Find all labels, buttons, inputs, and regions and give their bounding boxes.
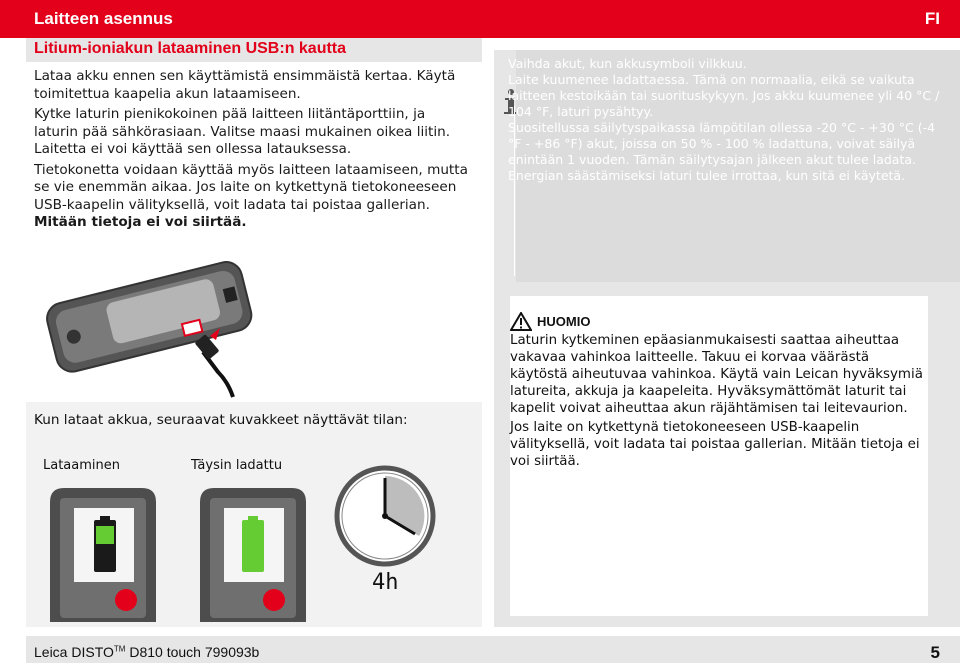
product-model: D810 touch 799093b bbox=[125, 644, 260, 660]
section-title: Litium-ioniakun lataaminen USB:n kautta bbox=[34, 40, 347, 57]
warning-content bbox=[510, 296, 928, 616]
language-code: FI bbox=[924, 9, 940, 28]
info-box bbox=[494, 50, 960, 282]
status-intro-text: Kun lataat akkua, seuraavat kuvakkeet näyttävät tilan: bbox=[34, 412, 408, 428]
warning-heading bbox=[510, 312, 590, 331]
section-title-bar bbox=[26, 38, 482, 62]
info-line: Energian säästämiseksi laturi tulee irrottaa, kun sitä ei käytetä. bbox=[508, 168, 906, 183]
paragraph bbox=[34, 162, 472, 232]
page-number: 5 bbox=[930, 643, 940, 662]
fully-charged-label: Täysin ladattu bbox=[191, 458, 283, 473]
footer-bar bbox=[26, 636, 960, 663]
instructions-text bbox=[34, 68, 472, 235]
clock-icon bbox=[333, 464, 437, 572]
product-name bbox=[34, 644, 259, 660]
info-line: Laite kuumenee ladattaessa. Tämä on normaalia, eikä se vaikuta laitteen kestoikään tai suorituskykyyn. Jos akku kuumenee yli 40 °C / 104 °F, laturi pysähtyy. bbox=[508, 72, 940, 119]
device-fully-charged-illustration bbox=[190, 482, 316, 626]
paragraph-text: Tietokonetta voidaan käyttää myös laitteen lataamiseen, mutta se vie enemmän aikaa. Jos laite on kytkettynä tietokoneeseen USB-kaapelin välityksellä, voit ladata tai poistaa gallerian. bbox=[34, 161, 468, 213]
header-bar bbox=[0, 0, 960, 38]
product-brand: Leica DISTO bbox=[34, 644, 114, 660]
charging-status-panel bbox=[26, 402, 482, 627]
warning-box bbox=[494, 282, 960, 627]
info-text bbox=[508, 56, 948, 184]
info-line: Vaihda akut, kun akkusymboli vilkkuu. bbox=[508, 56, 747, 71]
info-line: Suositellussa säilytyspaikassa lämpötilan ollessa -20 °C - +30 °C (-4 °F - +86 °F) akut, joissa on 50 % - 100 % ladattuna, voivat säilyä enintään 1 vuoden. Tämän säilytysajan jälkeen akut tulee ladata. bbox=[508, 120, 936, 167]
warning-text bbox=[510, 332, 928, 472]
device-usb-illustration bbox=[28, 232, 288, 402]
charging-label: Lataaminen bbox=[43, 458, 120, 473]
paragraph: Kytke laturin pienikokoinen pää laitteen liitäntäporttiin, ja laturin pää sähkörasiaan. Valitse maasi mukainen oikea liitin. Laitetta ei voi käyttää sen ollessa latauksessa. bbox=[34, 106, 451, 157]
paragraph-bold-text: Mitään tietoja ei voi siirtää. bbox=[34, 214, 247, 230]
charge-duration: 4h bbox=[372, 570, 399, 595]
device-charging-illustration bbox=[40, 482, 166, 626]
warning-triangle-icon bbox=[510, 312, 532, 331]
warning-paragraph: Jos laite on kytkettynä tietokoneeseen USB-kaapelin välityksellä, voit ladata tai poistaa gallerian. Mitään tietoja ei voi siirtää. bbox=[510, 420, 920, 469]
warning-paragraph: Laturin kytkeminen epäasianmukaisesti saattaa aiheuttaa vakavaa vahinkoa laitteelle. Takuu ei korvaa väärästä käytöstä aiheutuvaa vahinkoa. Käytä vain Leican hyväksymiä latureita, akkuja ja kaapeleita. Hyväksymättömät laturit tai kapelit voivat aiheuttaa akun räjähtämisen tai leitevaurion. bbox=[510, 333, 923, 416]
warning-heading-text: HUOMIO bbox=[537, 314, 591, 329]
page-title: Laitteen asennus bbox=[34, 9, 173, 28]
trademark: TM bbox=[113, 644, 126, 654]
paragraph: Lataa akku ennen sen käyttämistä ensimmäistä kertaa. Käytä toimitettua kaapelia akun lataamiseen. bbox=[34, 68, 456, 102]
